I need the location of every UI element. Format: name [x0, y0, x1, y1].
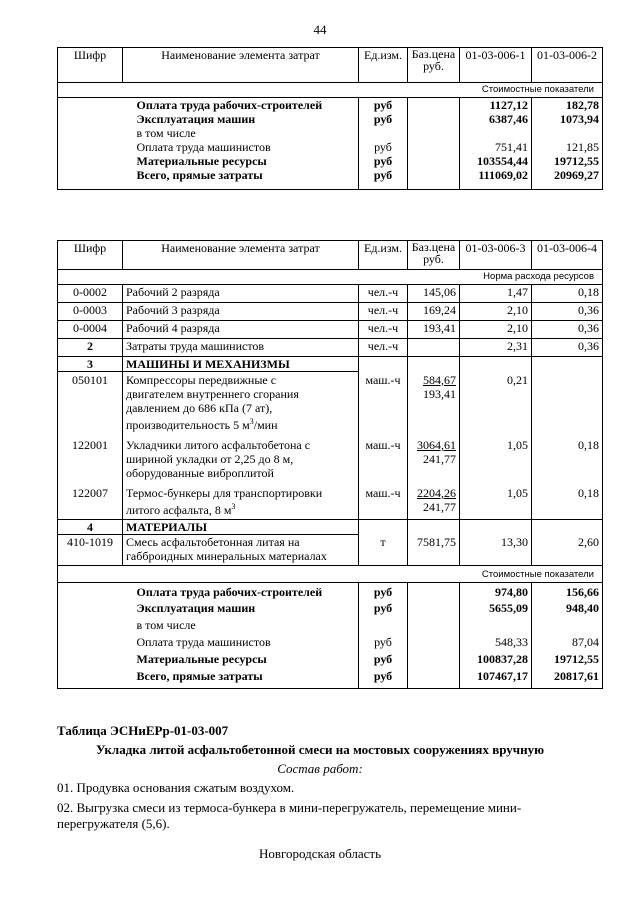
table-row: в том числе — [58, 126, 603, 140]
header-base-price: Баз.цена руб. — [408, 48, 460, 83]
table-row: 122001 Укладчики литого асфальтобетона с шириной укладки от 2,25 до 8 м, оборудованные виброплитой маш.-ч 3064,61 241,77 1,05 0,18 — [58, 438, 603, 486]
table-row: в том числе — [58, 618, 603, 635]
table-row: Оплата труда рабочих-строителей руб 1127,12 182,78 — [58, 98, 603, 113]
table-row: 2 Затраты труда машинистов чел.-ч 2,31 0,36 — [58, 339, 603, 357]
header-unit: Ед.изм. — [359, 48, 408, 83]
page-number: 44 — [313, 22, 327, 37]
subheader: Стоимостные показатели — [58, 83, 603, 98]
header-code: Шифр — [58, 241, 123, 270]
table-row: Эксплуатация машин руб 6387,46 1073,94 — [58, 112, 603, 126]
header-name: Наименование элемента затрат — [123, 241, 359, 270]
header-col1: 01-03-006-3 — [460, 241, 532, 270]
table-title: Таблица ЭСНиЕРр-01-03-007 — [57, 723, 229, 738]
header-unit: Ед.изм. — [359, 241, 408, 270]
work-item-2: 02. Выгрузка смеси из термоса-бункера в мини-перегружатель, перемещение мини- — [57, 800, 522, 815]
section-row-materials: 4 МАТЕРИАЛЫ — [58, 520, 603, 535]
work-item-2-continued: перегружателя (5,6). — [57, 816, 170, 831]
table-row: 050101 Компрессоры передвижные с двигателем внутреннего сгорания давлением до 686 кПа (7 ат), производительность 5 $м^3$/мин маш.-ч 584,67 193,41 0,21 — [58, 372, 603, 439]
table-row: 122007 Термос-бункеры для транспортировки литого асфальта, 8 $м^3$ маш.-ч 2204,26 241,77 1,05 0,18 — [58, 486, 603, 520]
table-row: 410-1019 Смесь асфальтобетонная литая на габброидных минеральных материалах т 7581,75 13,30 2,60 — [58, 535, 603, 566]
header-base-price: Баз.цена руб. — [408, 241, 460, 270]
cost-table-1 — [57, 47, 603, 190]
subheader-2: Стоимостные показатели — [58, 566, 603, 583]
table-row: Эксплуатация машин руб 5655,09 948,40 — [58, 601, 603, 618]
header-code: Шифр — [58, 48, 123, 83]
work-item-1: 01. Продувка основания сжатым воздухом. — [57, 780, 295, 795]
work-composition-title: Состав работ: — [277, 761, 363, 776]
resource-table-2 — [57, 240, 603, 689]
table-row: Оплата труда машинистов руб 548,33 87,04 — [58, 635, 603, 652]
header-col1: 01-03-006-1 — [460, 48, 532, 83]
table-row: 0-0002 Рабочий 2 разряда чел.-ч 145,06 1,47 0,18 — [58, 285, 603, 303]
table-row: Всего, прямые затраты руб 111069,02 20969,27 — [58, 168, 603, 189]
section-row-machines: 3 МАШИНЫ И МЕХАНИЗМЫ — [58, 357, 603, 372]
table-row: 0-0004 Рабочий 4 разряда чел.-ч 193,41 2,10 0,36 — [58, 321, 603, 339]
footer-region: Новгородская область — [258, 846, 382, 861]
table-row: 0-0003 Рабочий 3 разряда чел.-ч 169,24 2,10 0,36 — [58, 303, 603, 321]
table-row: Оплата труда рабочих-строителей руб 974,80 156,66 — [58, 583, 603, 601]
table-row: Материальные ресурсы руб 100837,28 19712,55 — [58, 652, 603, 669]
section-heading: Укладка литой асфальтобетонной смеси на мостовых сооружениях вручную — [95, 742, 545, 757]
table-row: Оплата труда машинистов руб 751,41 121,85 — [58, 140, 603, 154]
subheader: Норма расхода ресурсов — [58, 270, 603, 285]
header-col2: 01-03-006-2 — [532, 48, 603, 83]
table-row: Материальные ресурсы руб 103554,44 19712,55 — [58, 154, 603, 168]
table-row: Всего, прямые затраты руб 107467,17 20817,61 — [58, 669, 603, 689]
header-col2: 01-03-006-4 — [532, 241, 603, 270]
header-name: Наименование элемента затрат — [123, 48, 359, 83]
